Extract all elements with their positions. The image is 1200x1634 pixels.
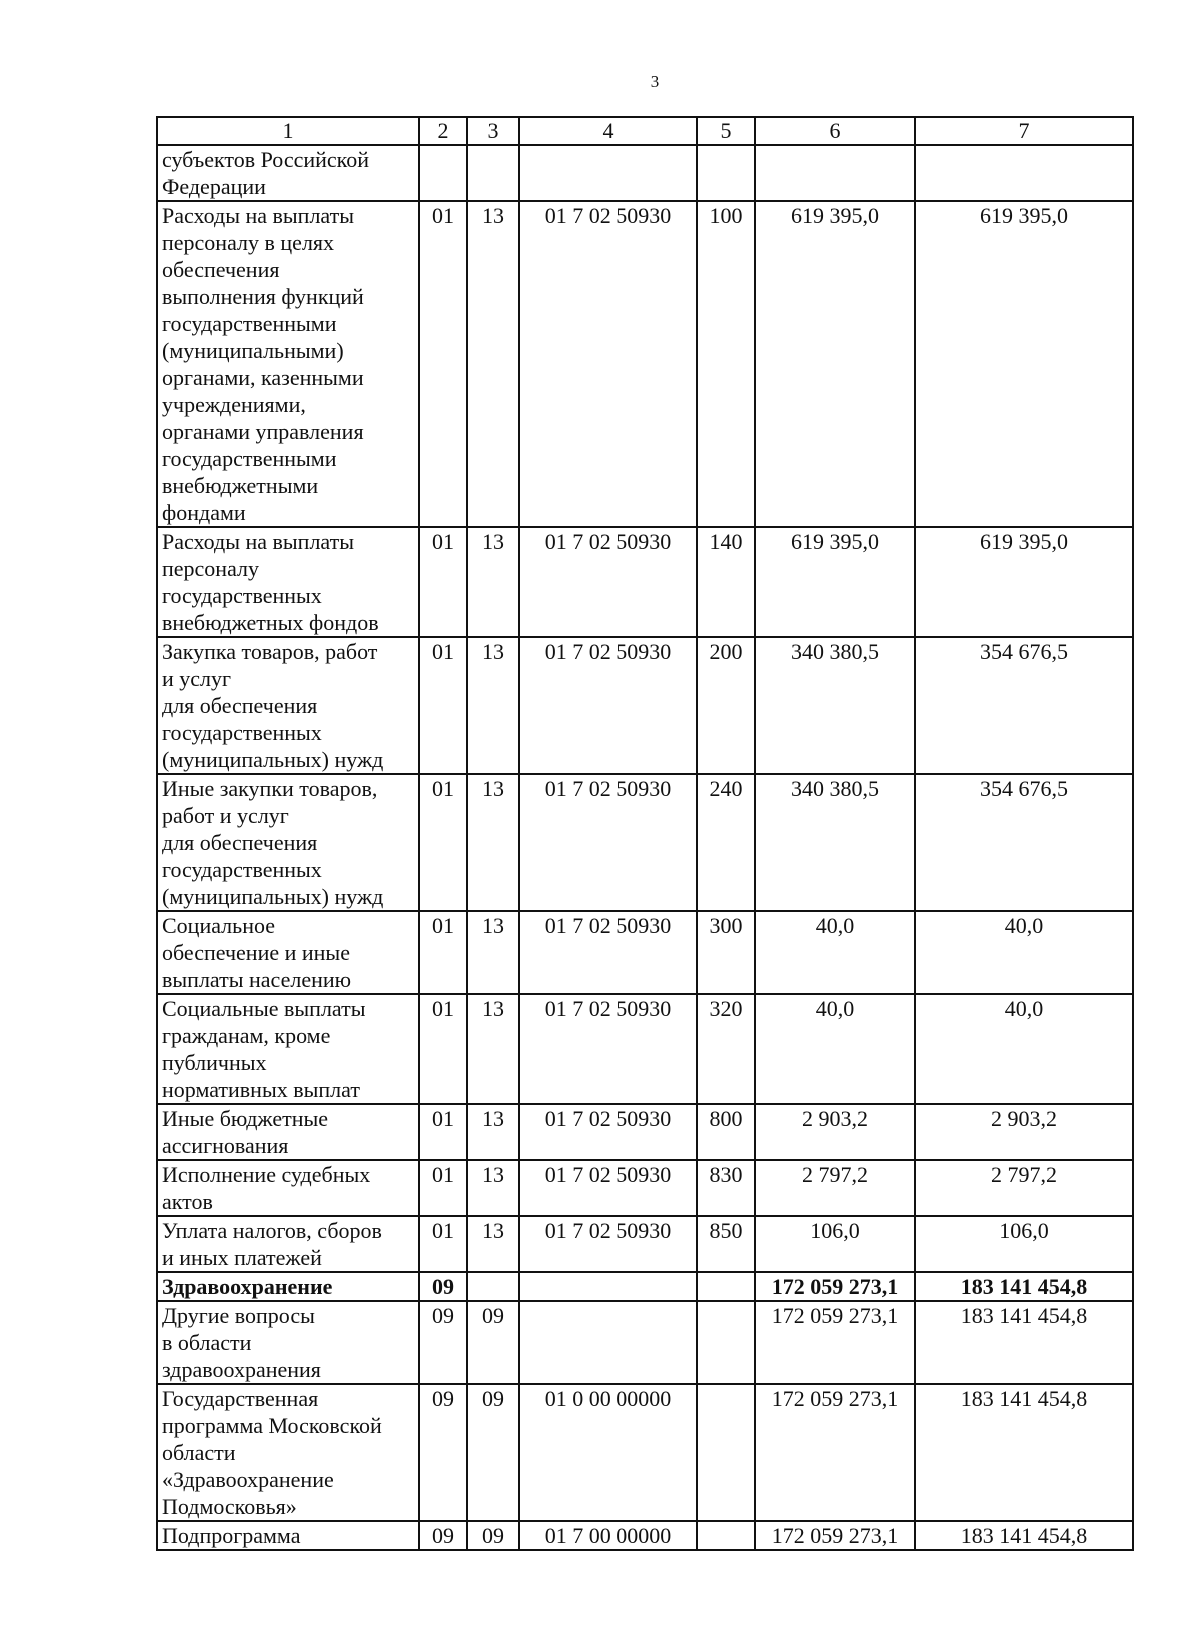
row-target-article-cell xyxy=(519,1301,697,1384)
row-section-cell: 01 xyxy=(419,994,467,1104)
row-name-cell xyxy=(157,911,419,994)
row-name-cell xyxy=(157,1301,419,1384)
table-row xyxy=(157,527,1133,637)
row-section-cell: 01 xyxy=(419,1160,467,1216)
row-expense-type-cell: 140 xyxy=(697,527,755,637)
table-row xyxy=(157,994,1133,1104)
row-name-cell xyxy=(157,1160,419,1216)
row-section-cell: 01 xyxy=(419,774,467,911)
row-subsection-cell xyxy=(467,1272,519,1301)
row-name-text: Подпрограмма xyxy=(162,1523,301,1548)
row-name-text: Закупка товаров, работ и услуг для обеспечения государственных (муниципальных) нужд xyxy=(162,639,384,772)
row-amount-year2-cell: 40,0 xyxy=(915,911,1133,994)
table-row xyxy=(157,911,1133,994)
row-expense-type-cell xyxy=(697,1301,755,1384)
row-name-cell xyxy=(157,145,419,201)
table-row xyxy=(157,637,1133,774)
budget-table xyxy=(156,116,1134,1551)
row-section-cell: 01 xyxy=(419,1216,467,1272)
row-amount-year1-cell: 106,0 xyxy=(755,1216,915,1272)
row-expense-type-cell: 830 xyxy=(697,1160,755,1216)
row-section-cell: 09 xyxy=(419,1384,467,1521)
row-name-cell xyxy=(157,1104,419,1160)
row-name-cell xyxy=(157,637,419,774)
row-name-cell xyxy=(157,994,419,1104)
row-amount-year2-cell: 619 395,0 xyxy=(915,527,1133,637)
row-name-cell xyxy=(157,1272,419,1301)
table-row xyxy=(157,201,1133,527)
row-section-cell: 09 xyxy=(419,1521,467,1550)
row-name-cell xyxy=(157,201,419,527)
row-subsection-cell: 09 xyxy=(467,1521,519,1550)
row-target-article-cell: 01 0 00 00000 xyxy=(519,1384,697,1521)
row-section-cell: 09 xyxy=(419,1272,467,1301)
row-amount-year1-cell: 172 059 273,1 xyxy=(755,1521,915,1550)
row-name-text: Социальное обеспечение и иные выплаты населению xyxy=(162,913,352,992)
row-subsection-cell: 13 xyxy=(467,774,519,911)
row-subsection-cell: 13 xyxy=(467,201,519,527)
row-amount-year1-cell: 619 395,0 xyxy=(755,527,915,637)
row-target-article-cell: 01 7 02 50930 xyxy=(519,1104,697,1160)
row-amount-year1-cell: 2 797,2 xyxy=(755,1160,915,1216)
row-target-article-cell: 01 7 02 50930 xyxy=(519,1160,697,1216)
row-section-cell: 01 xyxy=(419,1104,467,1160)
table-row xyxy=(157,1384,1133,1521)
row-name-text: Исполнение судебных актов xyxy=(162,1162,371,1214)
table-body xyxy=(157,145,1133,1550)
row-name-cell xyxy=(157,774,419,911)
row-subsection-cell xyxy=(467,145,519,201)
row-amount-year1-cell xyxy=(755,145,915,201)
row-name-text: Другие вопросы в области здравоохранения xyxy=(162,1303,321,1382)
row-amount-year1-cell: 340 380,5 xyxy=(755,774,915,911)
table-row xyxy=(157,1160,1133,1216)
row-target-article-cell: 01 7 02 50930 xyxy=(519,774,697,911)
row-section-cell: 01 xyxy=(419,911,467,994)
row-amount-year1-cell: 172 059 273,1 xyxy=(755,1272,915,1301)
row-amount-year1-cell: 172 059 273,1 xyxy=(755,1301,915,1384)
row-expense-type-cell xyxy=(697,1521,755,1550)
row-name-text: Государственная программа Московской области «Здравоохранение Подмосковья» xyxy=(162,1386,382,1519)
row-expense-type-cell: 850 xyxy=(697,1216,755,1272)
row-target-article-cell xyxy=(519,145,697,201)
row-name-cell xyxy=(157,527,419,637)
row-subsection-cell: 13 xyxy=(467,911,519,994)
row-subsection-cell: 13 xyxy=(467,637,519,774)
row-name-text: Расходы на выплаты персоналу государственных внебюджетных фондов xyxy=(162,529,379,635)
row-target-article-cell: 01 7 02 50930 xyxy=(519,201,697,527)
row-subsection-cell: 13 xyxy=(467,1104,519,1160)
table-row xyxy=(157,1104,1133,1160)
column-header-7: 7 xyxy=(915,117,1133,145)
row-section-cell: 01 xyxy=(419,527,467,637)
column-header-6: 6 xyxy=(755,117,915,145)
row-amount-year1-cell: 2 903,2 xyxy=(755,1104,915,1160)
row-section-cell: 01 xyxy=(419,201,467,527)
row-name-text: субъектов Российской Федерации xyxy=(162,147,370,199)
row-name-cell xyxy=(157,1521,419,1550)
page-number: 3 xyxy=(650,72,660,91)
row-target-article-cell: 01 7 02 50930 xyxy=(519,637,697,774)
row-expense-type-cell: 200 xyxy=(697,637,755,774)
column-header-4: 4 xyxy=(519,117,697,145)
column-header-3: 3 xyxy=(467,117,519,145)
row-amount-year2-cell: 183 141 454,8 xyxy=(915,1521,1133,1550)
table-row xyxy=(157,1301,1133,1384)
row-amount-year2-cell xyxy=(915,145,1133,201)
row-amount-year2-cell: 106,0 xyxy=(915,1216,1133,1272)
row-subsection-cell: 09 xyxy=(467,1301,519,1384)
column-header-2: 2 xyxy=(419,117,467,145)
row-subsection-cell: 13 xyxy=(467,994,519,1104)
row-amount-year2-cell: 2 797,2 xyxy=(915,1160,1133,1216)
row-amount-year2-cell: 183 141 454,8 xyxy=(915,1384,1133,1521)
table-row xyxy=(157,774,1133,911)
row-section-cell: 09 xyxy=(419,1301,467,1384)
row-amount-year1-cell: 172 059 273,1 xyxy=(755,1384,915,1521)
row-name-text: Социальные выплаты гражданам, кроме публичных нормативных выплат xyxy=(162,996,366,1102)
row-amount-year2-cell: 619 395,0 xyxy=(915,201,1133,527)
row-name-cell xyxy=(157,1216,419,1272)
column-header-5: 5 xyxy=(697,117,755,145)
row-expense-type-cell: 800 xyxy=(697,1104,755,1160)
row-subsection-cell: 13 xyxy=(467,1216,519,1272)
row-target-article-cell: 01 7 02 50930 xyxy=(519,911,697,994)
row-name-text: Расходы на выплаты персоналу в целях обеспечения выполнения функций государственными (муниципальными) органами, казенными учреждениями, органами управления государственными внебюджетными фондами xyxy=(162,203,364,525)
row-name-text: Уплата налогов, сборов и иных платежей xyxy=(162,1218,382,1270)
row-amount-year2-cell: 354 676,5 xyxy=(915,637,1133,774)
row-expense-type-cell: 100 xyxy=(697,201,755,527)
table-row xyxy=(157,1272,1133,1301)
row-name-text: Здравоохранение xyxy=(162,1274,333,1299)
row-amount-year2-cell: 354 676,5 xyxy=(915,774,1133,911)
row-expense-type-cell: 320 xyxy=(697,994,755,1104)
row-name-cell xyxy=(157,1384,419,1521)
row-expense-type-cell: 240 xyxy=(697,774,755,911)
table-row xyxy=(157,1521,1133,1550)
row-subsection-cell: 13 xyxy=(467,527,519,637)
row-amount-year2-cell: 183 141 454,8 xyxy=(915,1272,1133,1301)
row-target-article-cell: 01 7 02 50930 xyxy=(519,1216,697,1272)
row-section-cell xyxy=(419,145,467,201)
row-subsection-cell: 13 xyxy=(467,1160,519,1216)
row-target-article-cell xyxy=(519,1272,697,1301)
table-row xyxy=(157,145,1133,201)
row-expense-type-cell xyxy=(697,145,755,201)
table-header-row xyxy=(157,117,1133,145)
row-expense-type-cell xyxy=(697,1272,755,1301)
row-target-article-cell: 01 7 02 50930 xyxy=(519,994,697,1104)
table-row xyxy=(157,1216,1133,1272)
row-name-text: Иные закупки товаров, работ и услуг для обеспечения государственных (муниципальных) нужд xyxy=(162,776,384,909)
row-amount-year1-cell: 40,0 xyxy=(755,911,915,994)
row-amount-year2-cell: 183 141 454,8 xyxy=(915,1301,1133,1384)
row-amount-year1-cell: 40,0 xyxy=(755,994,915,1104)
row-amount-year2-cell: 40,0 xyxy=(915,994,1133,1104)
row-section-cell: 01 xyxy=(419,637,467,774)
row-amount-year1-cell: 619 395,0 xyxy=(755,201,915,527)
row-expense-type-cell xyxy=(697,1384,755,1521)
row-target-article-cell: 01 7 02 50930 xyxy=(519,527,697,637)
row-amount-year1-cell: 340 380,5 xyxy=(755,637,915,774)
row-target-article-cell: 01 7 00 00000 xyxy=(519,1521,697,1550)
row-amount-year2-cell: 2 903,2 xyxy=(915,1104,1133,1160)
row-name-text: Иные бюджетные ассигнования xyxy=(162,1106,329,1158)
column-header-1: 1 xyxy=(157,117,419,145)
row-subsection-cell: 09 xyxy=(467,1384,519,1521)
row-expense-type-cell: 300 xyxy=(697,911,755,994)
